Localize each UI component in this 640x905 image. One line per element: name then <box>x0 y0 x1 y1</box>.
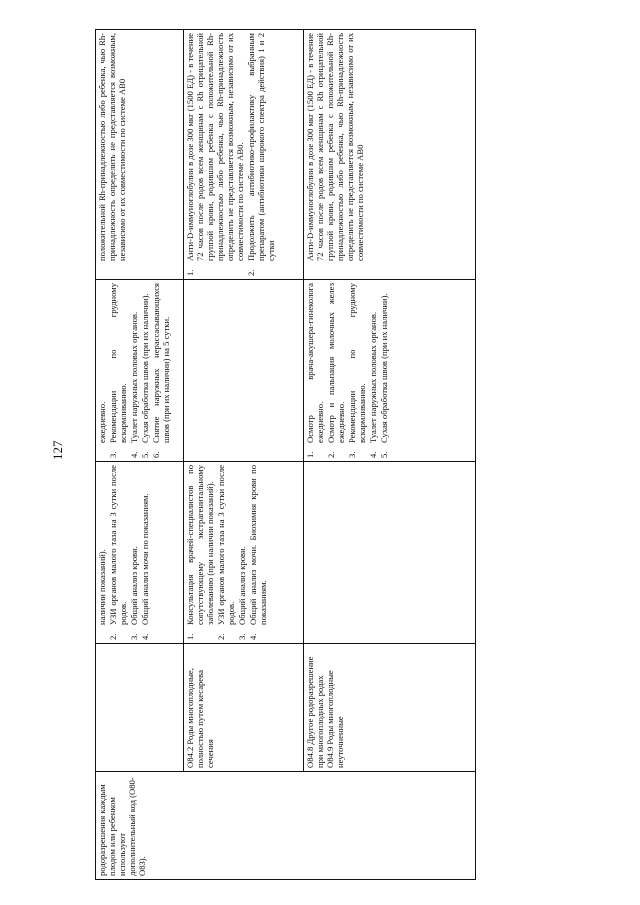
list-item <box>247 33 277 276</box>
item-number: 3. <box>346 451 357 458</box>
item-text: Туалет наружных половых органов. <box>367 311 378 443</box>
prevention-cell <box>304 30 476 280</box>
first-col-cell: родоразрешения каждым плодом или ребенком используют дополнительный код (O80-O83). <box>96 772 476 880</box>
list-item <box>348 283 368 458</box>
exams-list <box>186 465 269 640</box>
care-cell <box>96 280 184 462</box>
table-row <box>304 30 476 880</box>
item-text: Осмотр врача-акушера-гинеколога ежедневно. <box>305 283 325 443</box>
list-item <box>98 465 108 640</box>
item-number: 4. <box>247 633 258 640</box>
list-item <box>306 283 326 458</box>
item-text: УЗИ органов малого таза на 3 сутки после родов. <box>107 465 128 625</box>
item-text: Осмотр и пальпация молочных желез ежедневно. <box>325 283 346 443</box>
clinical-table <box>95 29 476 880</box>
item-text: Туалет наружных половых органов. <box>128 311 139 443</box>
item-text: Анти-D-иммуноглобулин в дозе 300 мкг (1500 ЕД) - в течение 72 часов после родов всем женщинам с Rh отрицательной группой крови, родившим ребенка с положительной Rh-принадлежностью либо ребенка, чью Rh-принадлежность определить не представляется возможным, независимо от их совместимости по системе AB0. <box>185 33 245 261</box>
item-number: 1. <box>305 451 315 458</box>
table-row <box>96 30 184 880</box>
item-text: Общий анализ мочи по показаниям. <box>139 493 150 625</box>
item-number: 4. <box>367 451 378 458</box>
list-item <box>306 33 366 276</box>
care-list <box>98 283 172 458</box>
item-number: 2. <box>107 633 118 640</box>
item-text: УЗИ органов малого таза на 3 сутки после родов. <box>215 465 236 625</box>
page-number: 127 <box>50 440 65 460</box>
item-text: Сухая обработка швов (при их наличии). <box>378 293 389 443</box>
item-text: Рекомендации по грудному вскармливанию. <box>107 283 128 443</box>
list-item <box>109 283 129 458</box>
list-item <box>186 33 246 276</box>
item-text: Общий анализ крови. <box>128 546 139 625</box>
item-number: 1. <box>185 269 195 276</box>
item-number <box>98 443 108 458</box>
item-number: 3. <box>236 633 247 640</box>
list-item <box>141 283 151 458</box>
item-number: 1. <box>185 633 195 640</box>
list-item <box>130 465 140 640</box>
prevention-list <box>306 33 366 276</box>
list-item <box>249 465 269 640</box>
prevention-cell <box>184 30 304 280</box>
list-item <box>327 283 347 458</box>
prevention-cell <box>96 30 184 280</box>
item-text: Сухая обработка швов (при их наличии). <box>139 293 150 443</box>
list-item <box>238 465 248 640</box>
item-text: Консультация врачей-специалистов по сопутствующему экстрагенитальному заболеванию (при наличии показаний). <box>185 465 215 625</box>
item-text: Снятие наружных нерассасывающихся швов (при их наличии) на 5 сутки. <box>150 283 171 443</box>
item-text: Общий анализ мочи. Биохимия крови по показаниям. <box>247 465 268 625</box>
table-row <box>184 30 304 880</box>
list-item <box>217 465 237 640</box>
care-cell <box>184 280 304 462</box>
exams-cell <box>184 462 304 644</box>
item-text: наличии показаний). <box>97 549 107 625</box>
list-item <box>380 283 390 458</box>
item-number: 4. <box>128 451 139 458</box>
prevention-list <box>186 33 277 276</box>
diagnosis-code-cell: O84.8 Другое родоразрешение при многоплодных родах O84.9 Роды многоплодные неуточненные <box>304 644 476 772</box>
item-number <box>98 625 108 640</box>
item-number <box>306 261 366 276</box>
list-item <box>141 465 151 640</box>
care-cell <box>304 280 476 462</box>
list-item <box>186 465 216 640</box>
prevention-list <box>98 33 128 276</box>
item-number <box>98 261 128 276</box>
item-number: 5. <box>378 451 389 458</box>
item-number: 4. <box>139 633 150 640</box>
list-item <box>98 283 108 458</box>
list-item <box>109 465 129 640</box>
item-number: 2. <box>245 269 256 276</box>
item-number: 5. <box>139 451 150 458</box>
item-number: 2. <box>325 451 336 458</box>
exams-list <box>98 465 151 640</box>
diagnosis-code-cell <box>96 644 184 772</box>
item-number: 3. <box>128 633 139 640</box>
list-item <box>152 283 172 458</box>
list-item <box>98 33 128 276</box>
diagnosis-code-cell: O84.2 Роды многоплодные, полностью путем кесарева сечения <box>184 644 304 772</box>
rotated-table-wrapper <box>95 30 475 880</box>
item-text: Анти-D-иммуноглобулин в дозе 300 мкг (1500 ЕД) - в течение 72 часов после родов всем женщинам с Rh отрицательной группой крови, родившим ребенка с положительной Rh-принадлежностью либо ребенка, чью Rh-принадлежность определить не представляется возможным, независимо от их совместимости по системе AB0 <box>305 33 365 261</box>
list-item <box>369 283 379 458</box>
item-text: Рекомендации по грудному вскармливанию. <box>346 283 367 443</box>
item-number: 2. <box>215 633 226 640</box>
item-text: Общий анализ крови. <box>236 546 247 625</box>
item-text: Продолжить антибиотико-профилактику выбранным препаратом (антибиотики широкого спектра действия) 1 и 2 сутки <box>245 33 276 261</box>
exams-cell <box>304 462 476 644</box>
care-list <box>306 283 390 458</box>
item-text: положительной Rh-принадлежностью либо ребенка, чью Rh-принадлежность определить не представляется возможным, независимо от их совместимости по системе AB0 <box>97 33 127 261</box>
item-text: ежедневно. <box>97 401 107 443</box>
item-number: 3. <box>107 451 118 458</box>
list-item <box>130 283 140 458</box>
exams-cell <box>96 462 184 644</box>
item-number: 6. <box>150 451 161 458</box>
